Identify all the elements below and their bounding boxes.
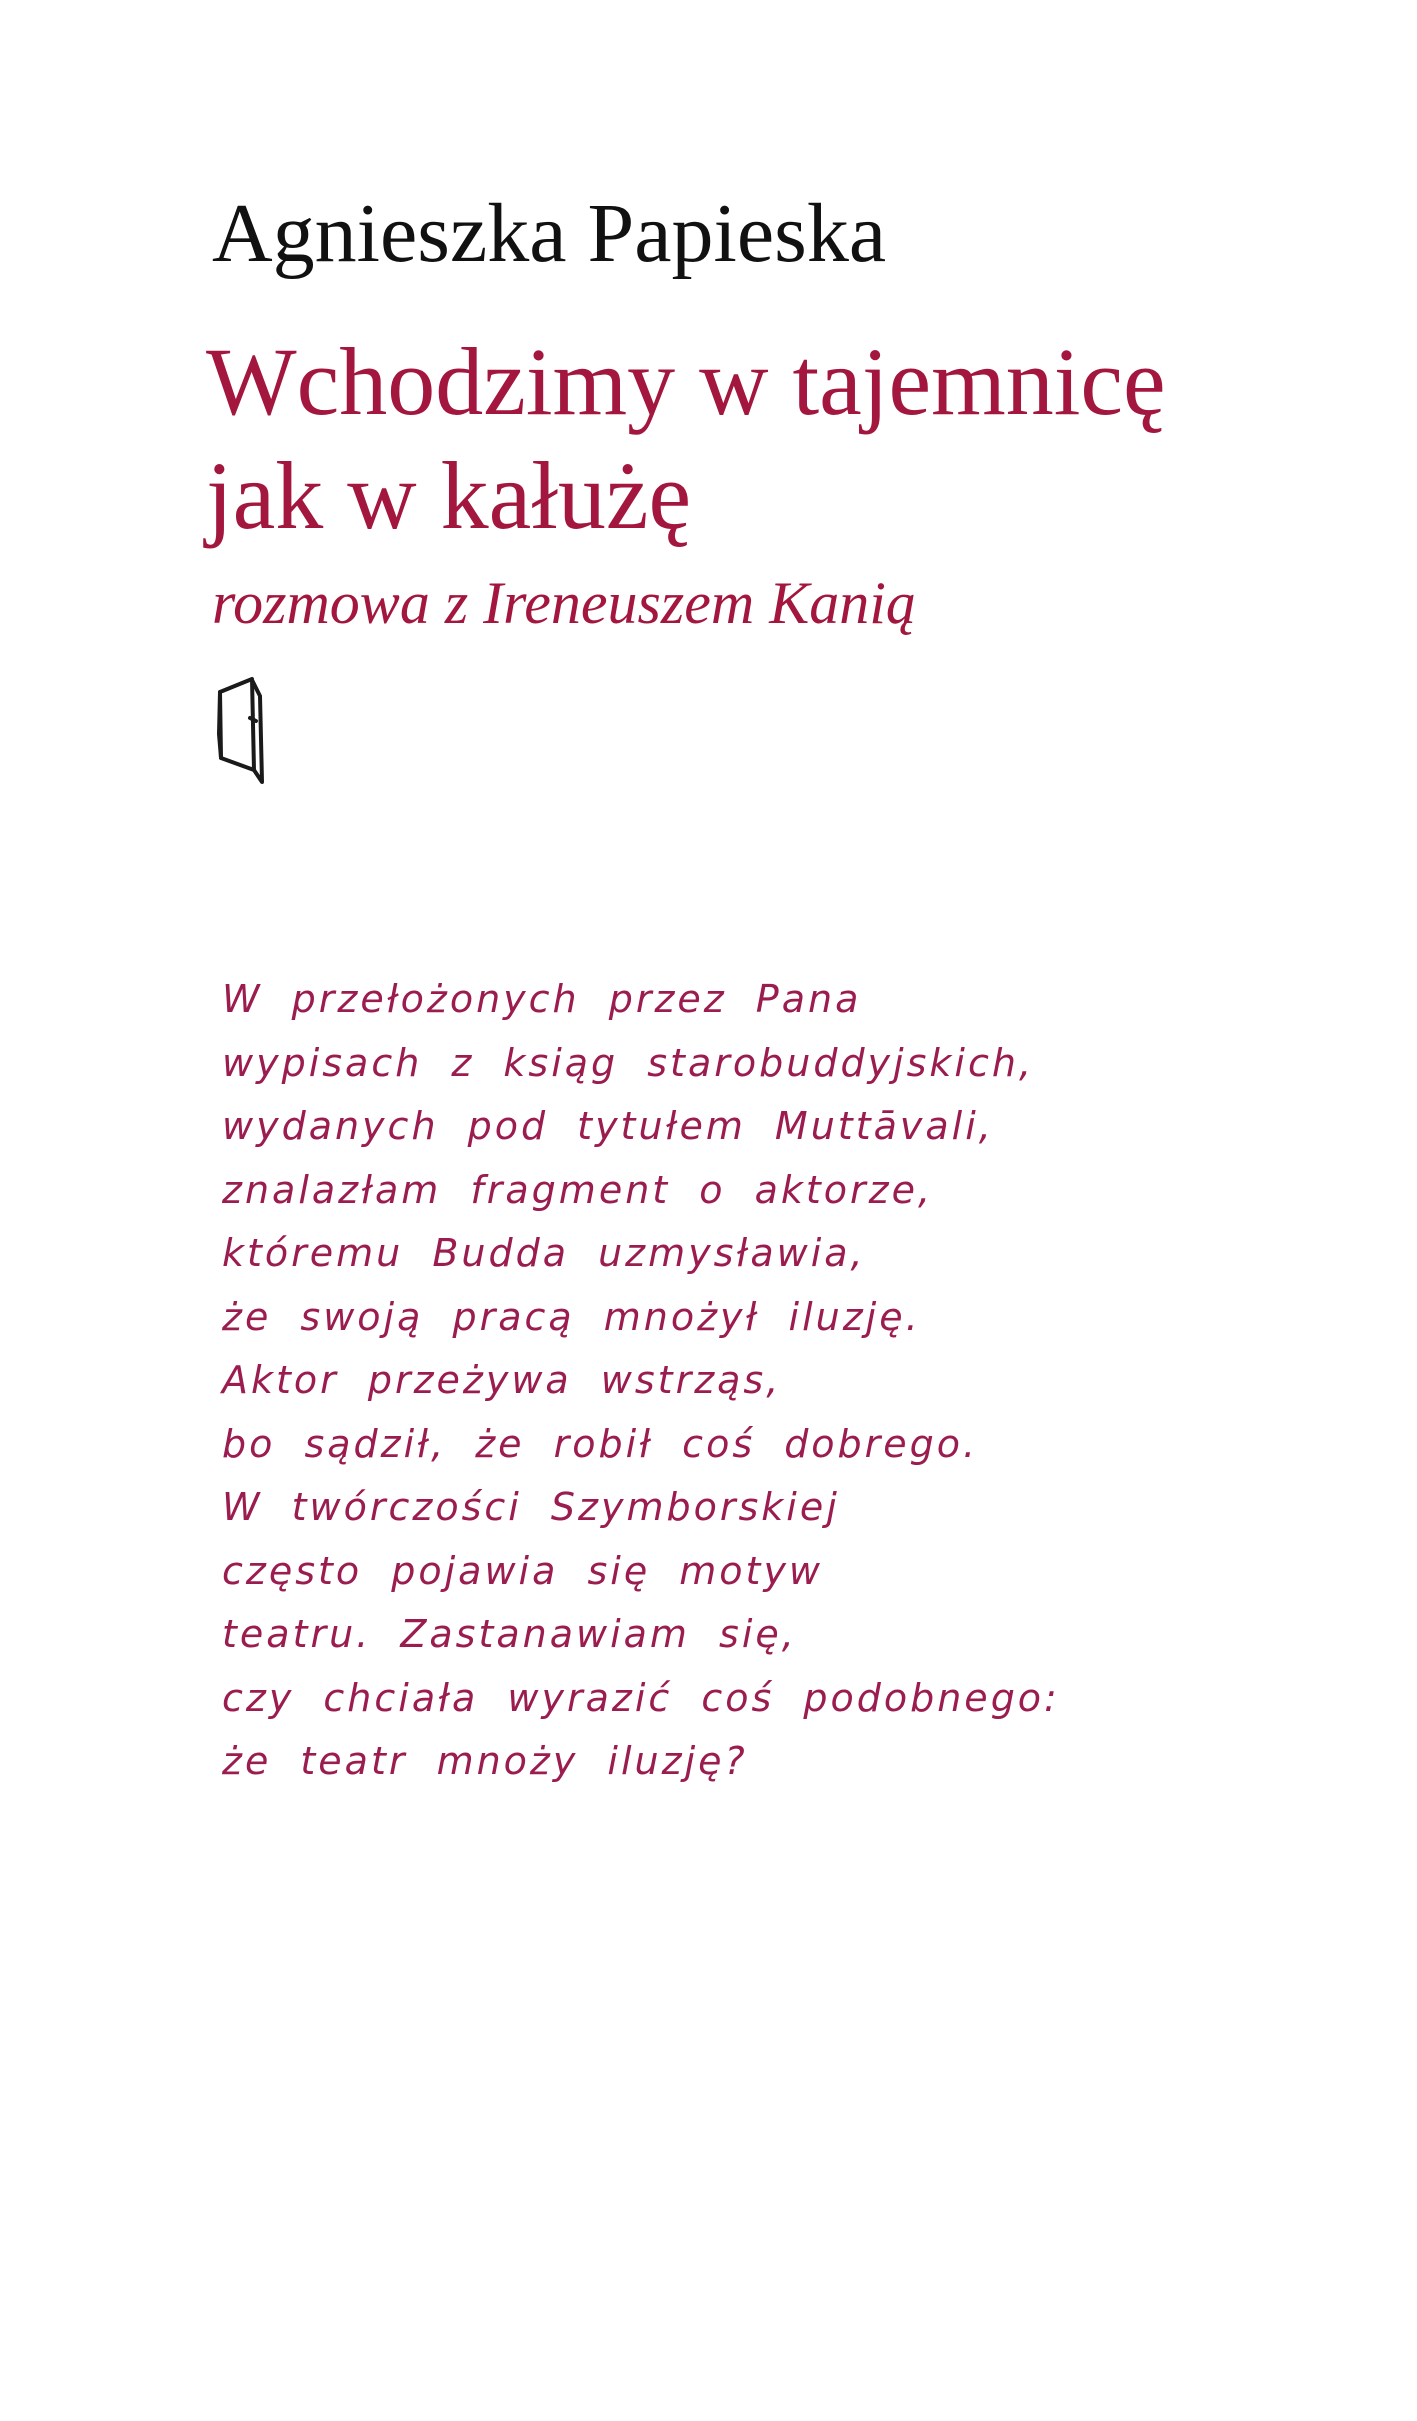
handwritten-line: wydanych pod tytułem Muttāvali,: [222, 1104, 994, 1148]
book-subtitle: rozmowa z Ireneuszem Kanią: [212, 570, 916, 636]
handwritten-line: teatru. Zastanawiam się,: [222, 1612, 797, 1656]
handwritten-line: bo sądził, że robił coś dobrego.: [222, 1421, 979, 1466]
handwritten-line: wypisach z ksiąg starobuddyjskich,: [222, 1040, 1035, 1085]
handwritten-line: któremu Budda uzmysławia,: [222, 1231, 866, 1275]
handwritten-line: że teatr mnoży iluzję?: [222, 1739, 748, 1783]
handwritten-line: W przełożonych przez Pana: [222, 977, 862, 1021]
open-book-sketch-icon: [212, 674, 272, 786]
handwritten-line: często pojawia się motyw: [222, 1548, 824, 1593]
handwritten-line: W twórczości Szymborskiej: [222, 1485, 840, 1529]
author-name: Agnieszka Papieska: [212, 187, 887, 280]
handwritten-line: że swoją pracą mnożył iluzję.: [222, 1294, 921, 1339]
book-title-line-1: Wchodzimy w tajemnicę: [206, 328, 1166, 435]
book-title: [206, 325, 1166, 553]
handwritten-line: czy chciała wyrazić coś podobnego:: [222, 1675, 1060, 1720]
handwritten-line: znalazłam fragment o aktorze,: [222, 1167, 934, 1212]
handwritten-question: [222, 968, 1060, 1794]
book-title-line-2: jak w kałużę: [206, 442, 692, 549]
handwritten-line: Aktor przeżywa wstrząs,: [222, 1358, 782, 1402]
